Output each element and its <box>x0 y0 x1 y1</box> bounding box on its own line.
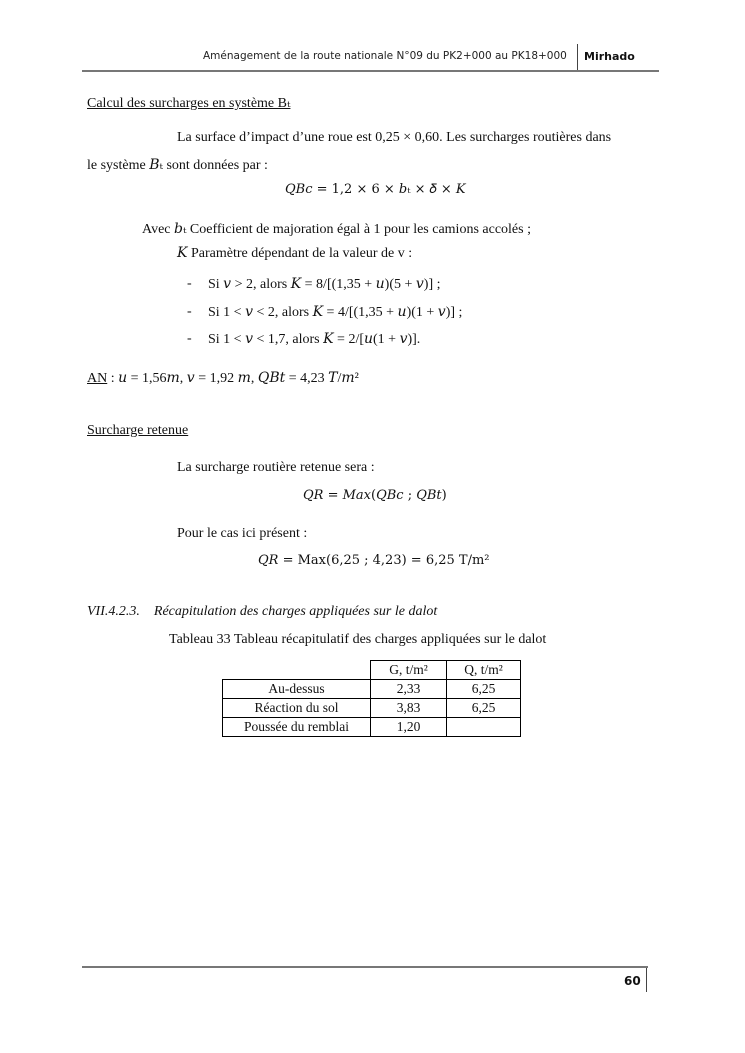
table-caption: Tableau 33 Tableau récapitulatif des charges appliquées sur le dalot <box>169 632 547 647</box>
bullet-item-3: Si 1 < 𝑣 < 1,7, alors 𝐾 = 2/[𝑢(1 + 𝑣)]. <box>208 332 421 347</box>
formula-qr-result: 𝑄𝑅 = Max(6,25 ; 4,23) = 6,25 T/m² <box>258 553 490 568</box>
formula-qbc: 𝑄𝐵𝑐 = 1,2 × 6 × 𝑏ₜ × 𝛿 × 𝐾 <box>285 182 466 197</box>
formula-qr-max: 𝑄𝑅 = 𝑀𝑎𝑥(𝑄𝐵𝑐 ; 𝑄𝐵𝑡) <box>303 488 447 503</box>
bullet-dash: - <box>187 276 192 291</box>
header-rule <box>82 70 659 72</box>
table-cell <box>447 718 521 737</box>
bullet-dash: - <box>187 304 192 319</box>
recap-heading <box>87 604 437 620</box>
table-cell: 6,25 <box>447 699 521 718</box>
recap-title: Récapitulation des charges appliquées sur le dalot <box>153 604 438 619</box>
table-cell: Réaction du sol <box>223 699 371 718</box>
header-divider <box>577 44 578 70</box>
table-cell: 1,20 <box>371 718 447 737</box>
bullet-item-2: Si 1 < 𝑣 < 2, alors 𝐾 = 4/[(1,35 + 𝑢)(1 + 𝑣)] ; <box>208 305 463 320</box>
table-header-row <box>223 661 521 680</box>
an-values: : 𝑢 = 1,56𝑚, 𝑣 = 1,92 𝑚, 𝑄𝐵𝑡 = 4,23 𝑇/𝑚² <box>107 371 359 386</box>
case-line: Pour le cas ici présent : <box>177 526 308 541</box>
avec-line: Avec 𝑏ₜ Coefficient de majoration égal à 1 pour les camions accolés ; <box>142 222 531 237</box>
table-row <box>223 680 521 699</box>
table-cell: 2,33 <box>371 680 447 699</box>
recap-table <box>222 660 521 737</box>
table-cell: 3,83 <box>371 699 447 718</box>
section-heading-bt: Calcul des surcharges en système Bₜ <box>87 96 291 111</box>
table-header-cell: Q, t/m² <box>447 661 521 680</box>
retenue-intro: La surcharge routière retenue sera : <box>177 460 375 475</box>
header-title: Aménagement de la route nationale N°09 du PK2+000 au PK18+000 <box>203 50 567 62</box>
bullet-dash: - <box>187 331 192 346</box>
bullet-item-1: Si 𝑣 > 2, alors 𝐾 = 8/[(1,35 + 𝑢)(5 + 𝑣)] ; <box>208 277 441 292</box>
recap-number: VII.4.2.3. <box>87 604 140 619</box>
footer-rule <box>82 966 648 968</box>
table-cell: 6,25 <box>447 680 521 699</box>
table-cell: Poussée du remblai <box>223 718 371 737</box>
paragraph-line-1: La surface d’impact d’une roue est 0,25 × 0,60. Les surcharges routières dans <box>177 130 612 145</box>
table-header-cell: G, t/m² <box>371 661 447 680</box>
section-heading-retenue: Surcharge retenue <box>87 423 189 438</box>
footer-divider <box>646 968 647 992</box>
an-line <box>87 370 359 387</box>
table-cell: Au-dessus <box>223 680 371 699</box>
paragraph-line-2: le système 𝐵ₜ sont données par : <box>87 158 268 173</box>
an-label: AN <box>87 371 108 386</box>
table-header-cell <box>223 661 371 680</box>
header-brand: Mirhado <box>584 50 635 63</box>
table-row <box>223 718 521 737</box>
table-row <box>223 699 521 718</box>
k-parameter-line: 𝐾 Paramètre dépendant de la valeur de v : <box>177 246 413 261</box>
page-number: 60 <box>624 974 641 988</box>
